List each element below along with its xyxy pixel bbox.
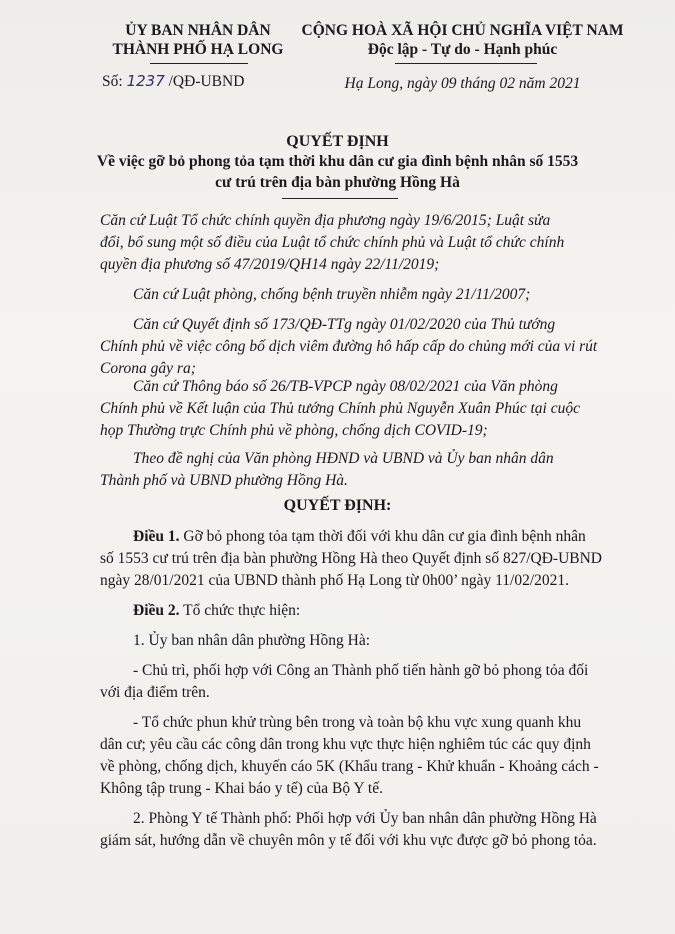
- item-1-bullet-2-line-2: dân cư; yêu cầu các công dân trong khu vực thực hiện nghiêm túc các quy định: [100, 736, 591, 753]
- basis-1-line-3: quyền địa phương số 47/2019/QH14 ngày 22/11/2019;: [100, 256, 440, 273]
- basis-1-line-2: đổi, bổ sung một số điều của Luật tổ chức chính phủ và Luật tổ chức chính: [100, 234, 565, 251]
- number-handwritten: 1237: [126, 72, 165, 90]
- decide-heading: QUYẾT ĐỊNH:: [283, 497, 392, 514]
- item-1-bullet-1-line-2: với địa điểm trên.: [100, 684, 210, 701]
- item-1-bullet-1-line-1: - Chủ trì, phối hợp với Công an Thành phố tiến hành gỡ bỏ phong tỏa đối: [133, 662, 589, 679]
- item-2-line-1: 2. Phòng Y tế Thành phố: Phối hợp với Ủy ban nhân dân phường Hồng Hà: [133, 810, 597, 827]
- issuer-line-2: THÀNH PHỐ HẠ LONG: [112, 41, 284, 58]
- basis-4-line-3: họp Thường trực Chính phủ về phòng, chống dịch COVID-19;: [100, 422, 488, 439]
- decision-title: QUYẾT ĐỊNH: [286, 133, 389, 150]
- decision-subject-1: Về việc gỡ bỏ phong tỏa tạm thời khu dân cư gia đình bệnh nhân số 1553: [96, 153, 579, 170]
- basis-4-line-1: Căn cứ Thông báo số 26/TB-VPCP ngày 08/02/2021 của Văn phòng: [133, 378, 558, 395]
- article-1-line-2: số 1553 cư trú trên địa bàn phường Hồng Hà theo Quyết định số 827/QĐ-UBND: [100, 550, 602, 567]
- item-1-bullet-2-line-4: Không tập trung - Khai báo y tế) của Bộ Y tế.: [100, 780, 383, 797]
- number-prefix: Số:: [102, 73, 123, 90]
- national-motto: Độc lập - Tự do - Hạnh phúc: [367, 41, 558, 58]
- document-number: [102, 72, 244, 91]
- basis-3-line-2: Chính phủ về việc công bố dịch viêm đường hô hấp cấp do chủng mới của vi rút: [100, 338, 598, 355]
- article-2-label: Điều 2.: [133, 602, 180, 619]
- article-2-line-1: [133, 600, 300, 622]
- article-1-line-3: ngày 28/01/2021 của UBND thành phố Hạ Long từ 0h00’ ngày 11/02/2021.: [100, 572, 570, 589]
- title-underline: [282, 198, 398, 199]
- basis-3-line-1: Căn cứ Quyết định số 173/QĐ-TTg ngày 01/02/2020 của Thủ tướng: [133, 316, 556, 333]
- item-1-bullet-2-line-1: - Tổ chức phun khử trùng bên trong và toàn bộ khu vực xung quanh khu: [133, 714, 582, 731]
- basis-4-line-2: Chính phủ về Kết luận của Thủ tướng Chính phủ Nguyễn Xuân Phúc tại cuộc: [100, 400, 580, 417]
- item-1-heading: 1. Ủy ban nhân dân phường Hồng Hà:: [133, 632, 371, 649]
- item-1-bullet-2-line-3: về phòng, chống dịch, khuyến cáo 5K (Khẩu trang - Khử khuẩn - Khoảng cách -: [100, 758, 599, 775]
- issuer-underline: [150, 63, 248, 64]
- basis-5-line-2: Thành phố và UBND phường Hồng Hà.: [100, 472, 348, 489]
- basis-1-line-1: Căn cứ Luật Tổ chức chính quyền địa phương ngày 19/6/2015; Luật sửa: [100, 212, 551, 229]
- issuer-line-1: ỦY BAN NHÂN DÂN: [125, 22, 271, 39]
- place-date: Hạ Long, ngày 09 tháng 02 năm 2021: [344, 75, 581, 92]
- motto-underline: [395, 63, 537, 64]
- basis-2-line-1: Căn cứ Luật phòng, chống bệnh truyền nhiễm ngày 21/11/2007;: [133, 286, 531, 303]
- decision-subject-2: cư trú trên địa bàn phường Hồng Hà: [215, 174, 460, 191]
- article-1-label: Điều 1.: [133, 528, 180, 545]
- article-1-text: Gỡ bỏ phong tỏa tạm thời đối với khu dân cư gia đình bệnh nhân: [183, 528, 586, 545]
- item-2-line-2: giám sát, hướng dẫn về chuyên môn y tế đối với khu vực được gỡ bỏ phong tỏa.: [100, 832, 597, 849]
- article-1-line-1: [133, 526, 586, 548]
- basis-5-line-1: Theo đề nghị của Văn phòng HĐND và UBND và Ủy ban nhân dân: [133, 450, 554, 467]
- number-suffix: /QĐ-UBND: [168, 73, 245, 90]
- article-2-text: Tổ chức thực hiện:: [183, 602, 301, 619]
- basis-3-line-3: Corona gây ra;: [100, 360, 196, 377]
- national-title: CỘNG HOÀ XÃ HỘI CHỦ NGHĨA VIỆT NAM: [301, 22, 624, 39]
